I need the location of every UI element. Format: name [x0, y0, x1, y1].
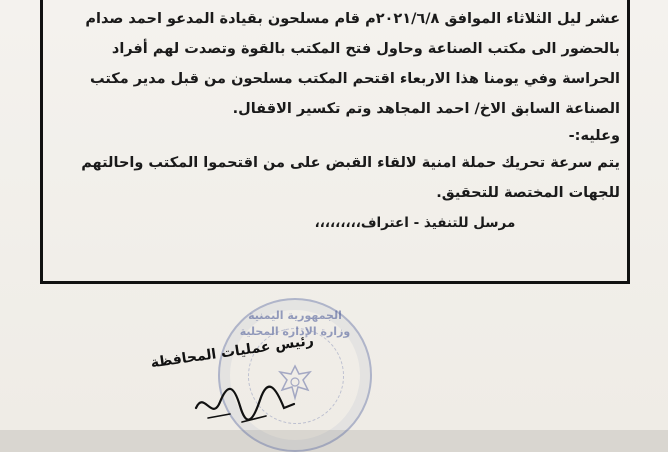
stamp-line-1: الجمهورية اليمنية: [248, 309, 342, 322]
letter-line-6: يتم سرعة تحريك حملة امنية لالقاء القبض على من اقتحموا المكتب واحالتهم: [81, 155, 620, 171]
letter-line-2: بالحضور الى مكتب الصناعة وحاول فتح المكتب بالقوة وتصدت لهم أفراد: [111, 41, 620, 57]
signatory-title: رئيس عمليات المحافظة: [149, 332, 315, 372]
letter-line-7: للجهات المختصة للتحقيق.: [436, 185, 620, 201]
letter-line-4: الصناعة السابق الاخ/ احمد المجاهد وتم تكسير الاقفال.: [232, 101, 620, 117]
letter-line-5: وعليه:-: [568, 128, 620, 144]
letter-line-1: عشر ليل الثلاثاء الموافق ٢٠٢١/٦/٨م قام مسلحون بقيادة المدعو احمد صدام: [85, 11, 620, 27]
stamp-line-2: وزارة الإدارة المحلية: [239, 325, 351, 338]
letter-line-3: الحراسة وفي يومنا هذا الاربعاء اقتحم المكتب مسلحون من قبل مدير مكتب: [90, 71, 620, 87]
handwritten-signature-icon: [190, 378, 300, 430]
letter-line-8: مرسل للتنفيذ - اعتراف،،،،،،،،،: [314, 215, 516, 231]
letter-body: [50, 4, 620, 238]
